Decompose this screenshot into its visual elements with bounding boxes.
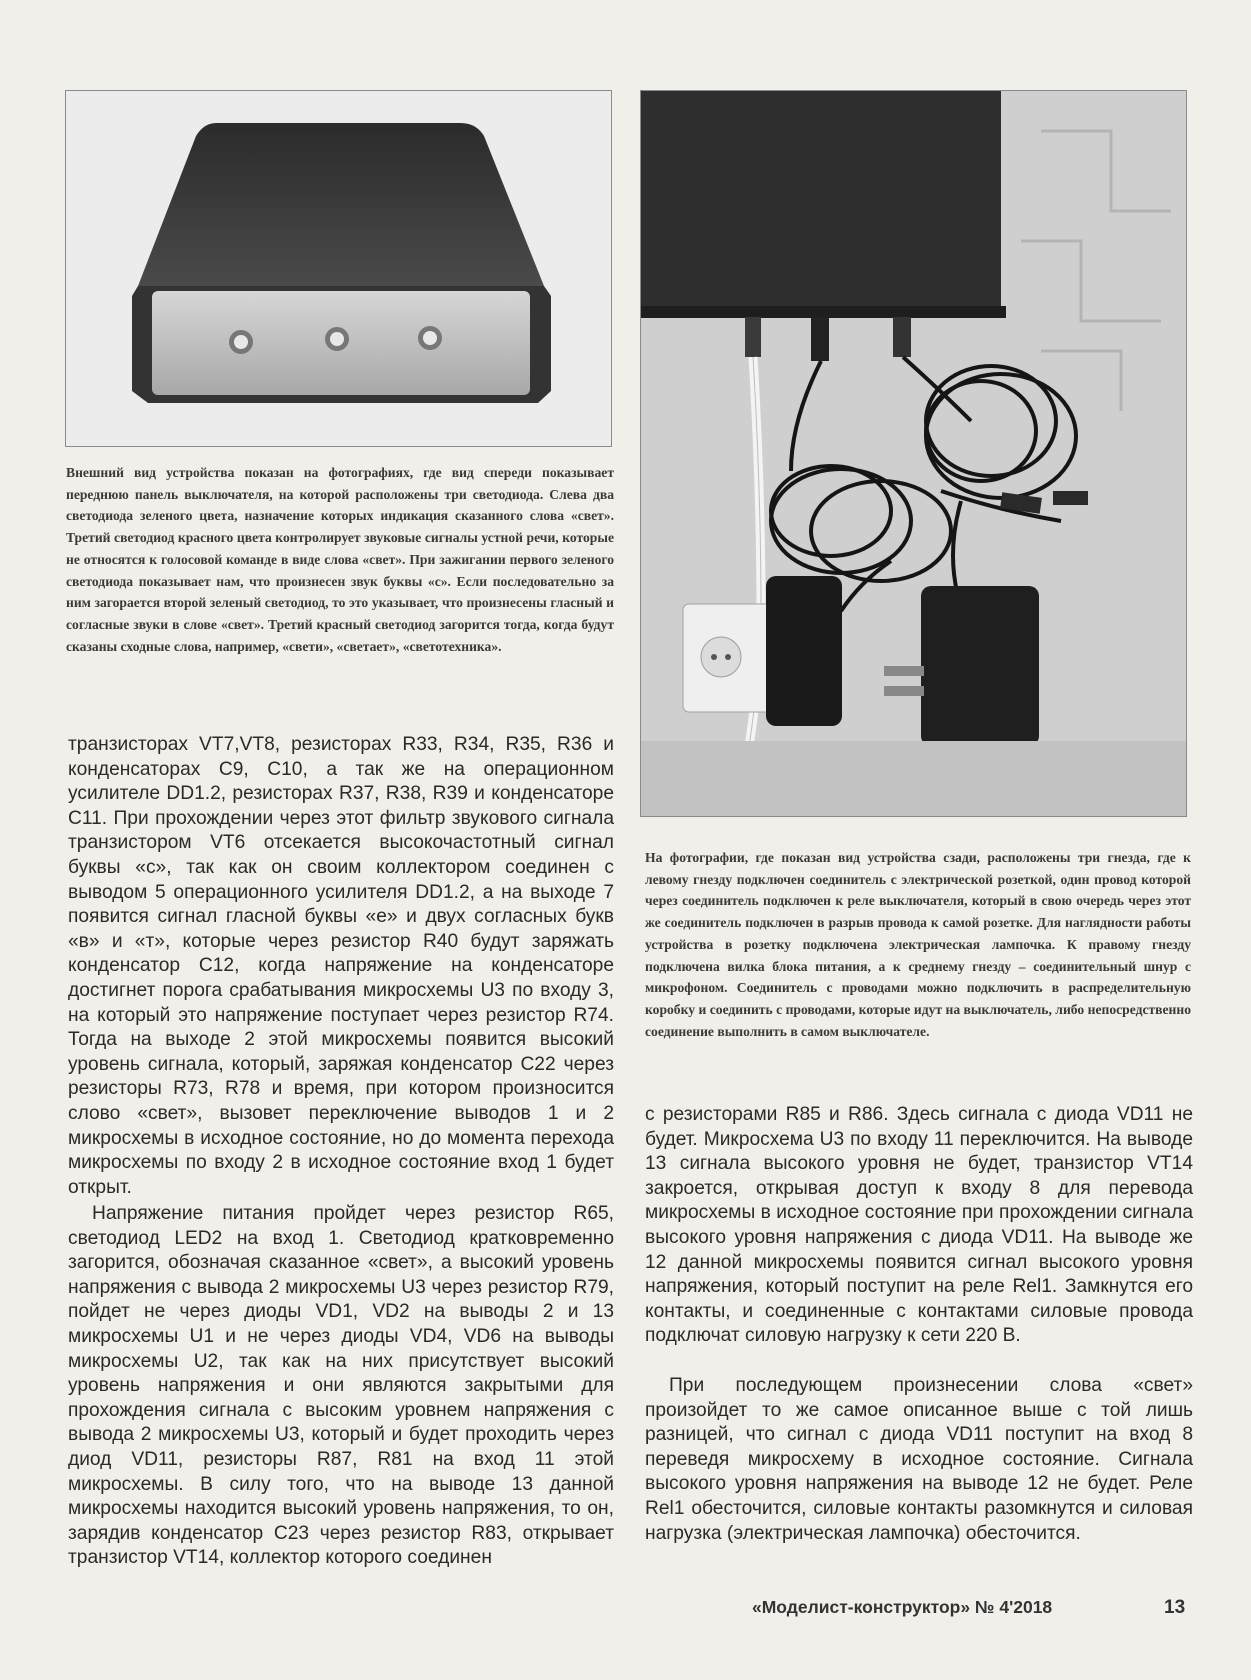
- body-paragraph: Напряжение питания пройдет через резистор R65, светодиод LED2 на вход 1. Светодиод кратковременно загорится, обозначая сказанное «свет», а высокий уровень напряжения с вывода 2 микросхемы U3 через резистор R79, пойдет не через диоды VD1, VD2 на выводы 2 и 13 микросхемы U1 и не через диоды VD4, VD6 на выводы микросхемы U2, так как на них присутствует высокий уровень напряжения и они являются закрытыми для прохождения сигнала с высоким уровнем напряжения с вывода 2 микросхемы U3, который и будет проходить через диод VD11, резисторы R87, R81 на вход 11 этой микросхемы. В силу того, что на выводе 13 данной микросхемы находится высокий уровень напряжения, то он, зарядив конденсатор C23 через резистор R83, открывает транзистор VT14, коллектор которого соединен: [68, 1203, 614, 1569]
- body-paragraph: транзисторах VT7,VT8, резисторах R33, R34, R35, R36 и конденсаторах C9, C10, а так же на операционном усилителе DD1.2, резисторах R37, R38, R39 и конденсаторе C11. При прохождении через этот фильтр звукового сигнала транзистором VT6 отсекается высокочастотный сигнал буквы «с», так как он своим коллектором соединен с выводом 5 операционного усилителя DD1.2, а на выходе 7 появится сигнал гласной буквы «е» и двух согласных букв «в» и «т», которые через резистор R40 будут заряжать конденсатор C12, когда напряжение на конденсаторе достигнет порога срабатывания микросхемы U3 по входу 3, на который это напряжение поступает через резистор R74. Тогда на выходе 2 этой микросхемы появится высокий уровень сигнала, который, заряжая конденсатор C22 через резисторы R73, R78 и время, при котором произносится слово «свет», вызовет переключение выводов 1 и 2 микросхемы в исходное состояние, но до момента перехода микросхемы по входу 2 в исходное состояние вход 1 будет открыт.: [68, 734, 614, 1198]
- caption-front-photo: Внешний вид устройства показан на фотографиях, где вид спереди показывает переднюю панель выключателя, на которой расположены три светодиода. Слева два светодиода зеленого цвета, назначение которых индикация сказанного слова «свет». Третий светодиод красного цвета контролирует звуковые сигналы устной речи, которые не относятся к голосовой команде в виде слова «свет». При зажигании первого зеленого светодиода показывает нам, что произнесен звук буквы «с». Если последовательно за ним загорается второй зеленый светодиод, то это указывает, что произнесены гласный и согласные звуки в слове «свет». Третий красный светодиод загорится тогда, когда будут сказаны сходные слова, например, «свети», «светает», «светотехника».: [66, 465, 614, 654]
- page-number: 13: [1164, 1597, 1186, 1618]
- photo-front-view: [65, 90, 612, 447]
- body-paragraph: с резисторами R85 и R86. Здесь сигнала с диода VD11 не будет. Микросхема U3 по входу 11 переключится. На выводе 13 сигнала высокого уровня не будет, транзистор VT14 закроется, открывая доступ к входу 8 для перевода микросхемы в исходное состояние при прохождении сигнала высокого уровня напряжения с диода VD11. На выводе же 12 данной микросхемы появится сигнал высокого уровня напряжения, который поступит на реле Rel1. Замкнутся его контакты, и соединенные с контактами силовые провода подключат силовую нагрузку к сети 220 В.: [645, 1104, 1193, 1347]
- body-paragraph: При последующем произнесении слова «свет» произойдет то же самое описанное выше с той лишь разницей, что сигнал с диода VD11 поступит на вход 8 переведя микросхему в исходное состояние. Сигнала высокого уровня напряжения на выводе 12 не будет. Реле Rel1 обесточится, силовые контакты разомкнутся и силовая нагрузка (электрическая лампочка) обесточится.: [645, 1375, 1193, 1544]
- caption-rear-photo: На фотографии, где показан вид устройства сзади, расположены три гнезда, где к левому гнезду подключен соединитель с электрической розеткой, один провод которой через соединитель подключен к реле выключателя, который в свою очередь через этот же соединитель подключен в разрыв провода к самой розетке. Для наглядности работы устройства в розетку подключена электрическая лампочка. К правому гнезду подключена вилка блока питания, а к среднему гнезду – соединительный шнур с микрофоном. Соединитель с проводами можно подключить в распределительную коробку и соединить с проводами, которые идут на выключатель, либо непосредственно соединение выполнить в самом выключателе.: [645, 850, 1191, 1039]
- photo-rear-view: [640, 90, 1187, 817]
- magazine-footer: «Моделист-конструктор» № 4'2018: [752, 1597, 1053, 1617]
